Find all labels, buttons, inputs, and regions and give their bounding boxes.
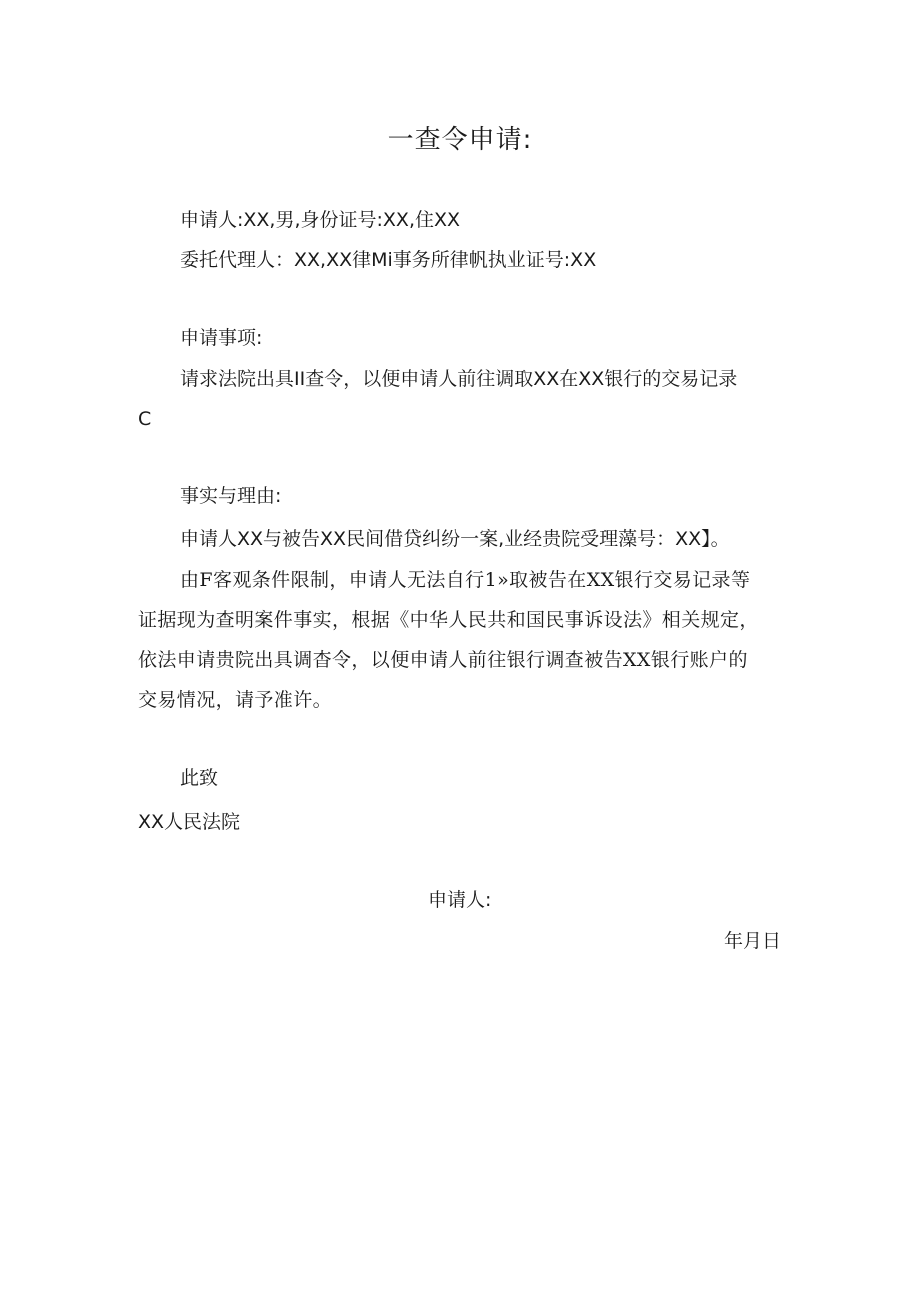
applicant-line: 申请人:XX,男,身份证号:XX,住XX [180,209,461,231]
date-label: 年月日 [724,930,782,952]
facts-line-1: 申请人XX与被告XX民间借贷纠纷一案,业经贵院受理藻号：XX】。 [180,528,730,550]
request-heading: 申请事项: [180,327,263,349]
document-title: 一查令申请: [387,125,533,155]
court-name: XX人民法院 [138,811,241,833]
facts-line-3: 证据现为查明案件事实，根据《中华人民共和国民事诉设法》相关规定， [138,609,759,631]
agent-line: 委托代理人：XX,XX律Mi事务所律帆执业证号:XX [180,249,597,271]
request-body-line-1: 请求法院出具II查令，以便申请人前往调取XX在XX银行的交易记录 [180,368,738,390]
facts-line-2: 由F客观条件限制，申请人无法自行1»取被告在XX银行交易记录等 [180,569,751,591]
signature-label: 申请人: [428,889,492,911]
facts-line-4: 依法申请贵院出具调杳令，以便申请人前往银行调查被告XX银行账户的 [138,649,748,671]
request-body-line-2: C [138,408,152,430]
salutation: 此致 [180,767,219,789]
facts-heading: 事实与理由: [180,485,282,507]
facts-line-5: 交易情况，请予准许。 [138,689,333,711]
